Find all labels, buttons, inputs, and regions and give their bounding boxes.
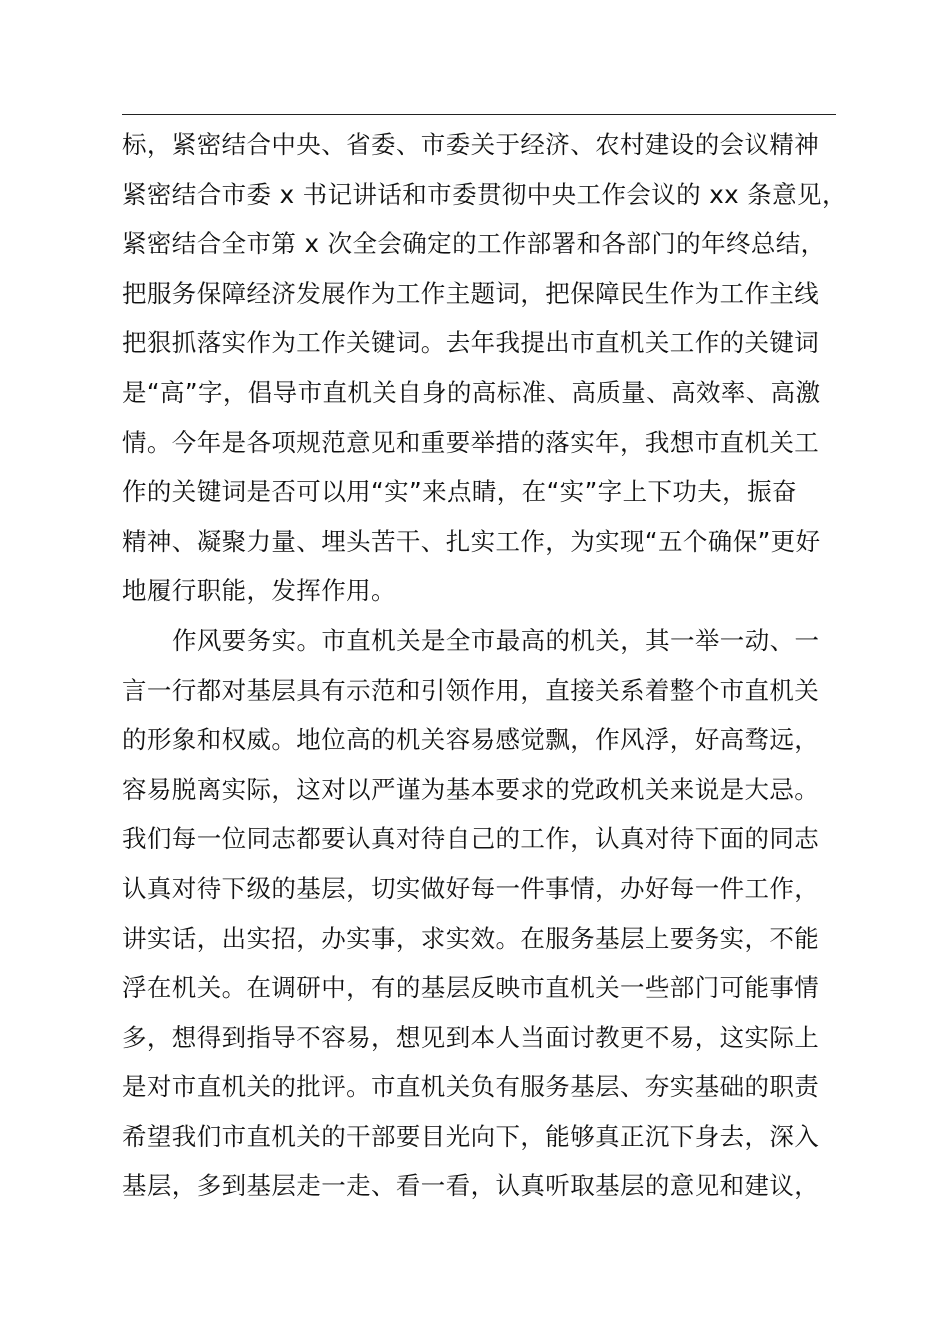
paragraph-start-line: 作风要务实。市直机关是全市最高的机关，其一举一动、一: [172, 625, 820, 655]
text-line: 把服务保障经济发展作为工作主题词，把保障民生作为工作主线: [122, 278, 820, 308]
text-line: 容易脱离实际，这对以严谨为基本要求的党政机关来说是大忌。: [122, 774, 820, 804]
text-line: 言一行都对基层具有示范和引领作用，直接关系着整个市直机关: [122, 675, 820, 705]
header-rule: [122, 114, 836, 115]
text-line: 是对市直机关的批评。市直机关负有服务基层、夯实基础的职责: [122, 1072, 820, 1102]
text-line: 情。今年是各项规范意见和重要举措的落实年，我想市直机关工: [122, 427, 820, 457]
text-line: 认真对待下级的基层，切实做好每一件事情，办好每一件工作，: [122, 873, 820, 903]
text-line: 是“高”字，倡导市直机关自身的高标准、高质量、高效率、高激: [122, 377, 821, 407]
text-line: 作的关键词是否可以用“实”来点睛，在“实”字上下功夫，振奋: [122, 477, 797, 507]
text-line: 精神、凝聚力量、埋头苦干、扎实工作，为实现“五个确保”更好: [122, 526, 821, 556]
document-body: [122, 120, 882, 1211]
text-line: 紧密结合市委 x 书记讲话和市委贯彻中央工作会议的 xx 条意见，: [122, 179, 847, 209]
text-line: 的形象和权威。地位高的机关容易感觉飘，作风浮，好高骛远，: [122, 725, 820, 755]
text-line: 基层，多到基层走一走、看一看，认真听取基层的意见和建议，: [122, 1171, 820, 1201]
text-line: 紧密结合全市第 x 次全会确定的工作部署和各部门的年终总结，: [122, 229, 826, 259]
text-line: 希望我们市直机关的干部要目光向下，能够真正沉下身去，深入: [122, 1121, 820, 1151]
text-line: 地履行职能，发挥作用。: [122, 576, 396, 606]
text-line: 讲实话，出实招，办实事，求实效。在服务基层上要务实，不能: [122, 923, 820, 953]
text-line: 浮在机关。在调研中，有的基层反映市直机关一些部门可能事情: [122, 973, 820, 1003]
text-line: 我们每一位同志都要认真对待自己的工作，认真对待下面的同志: [122, 824, 820, 854]
text-line: 标，紧密结合中央、省委、市委关于经济、农村建设的会议精神: [122, 130, 820, 159]
text-line: 多，想得到指导不容易，想见到本人当面讨教更不易，这实际上: [122, 1022, 820, 1052]
text-line: 把狠抓落实作为工作关键词。去年我提出市直机关工作的关键词: [122, 328, 820, 358]
